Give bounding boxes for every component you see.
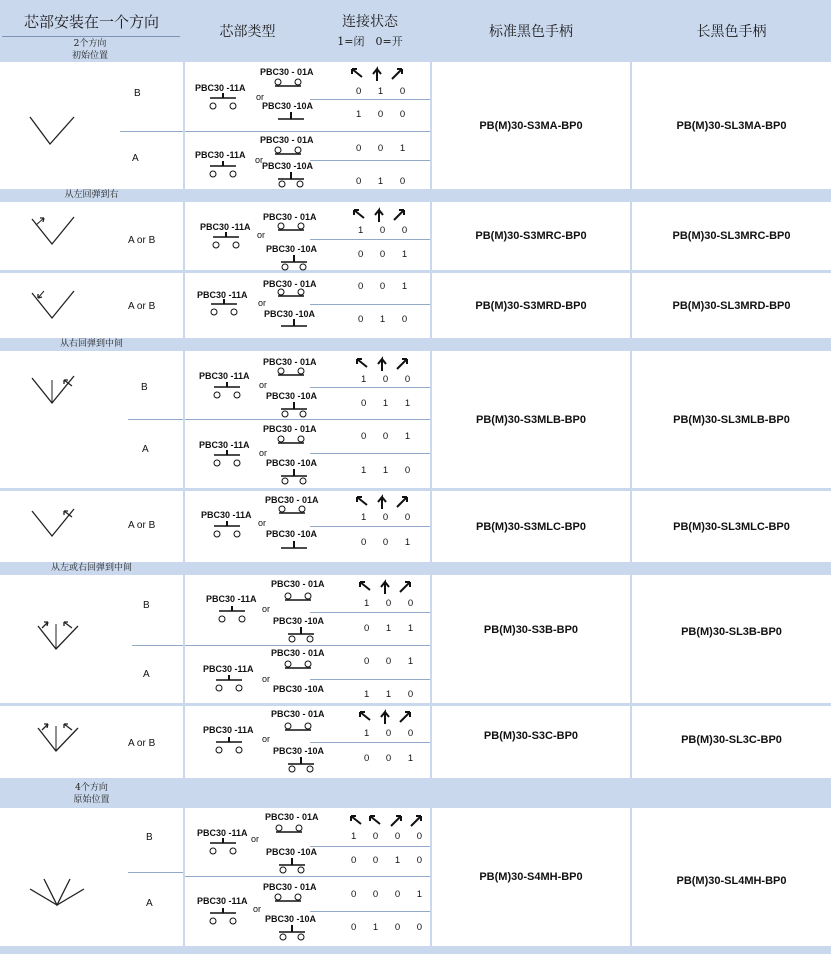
contact-symbol-icon [279,319,309,335]
contact-symbol-icon [208,93,238,111]
or-label: or [258,298,267,308]
direction-arrows-icon [355,357,415,373]
core-type-01a: PBC30 - 01A [271,579,325,589]
state-values: 0 0 1 [361,431,418,442]
core-type-11a: PBC30 -11A [206,594,257,604]
label-a: A [142,444,149,455]
state-values: 0 0 1 [358,249,415,260]
core-divider [310,99,430,100]
contact-symbol-icon [276,172,306,188]
core-type-01a: PBC30 - 01A [263,357,317,367]
label-aorb: A or B [128,738,156,749]
section-left-or-right-to-center: 从左或右回弹到中间 [50,563,132,573]
contact-symbol-icon [208,908,238,926]
contact-symbol-icon [279,255,309,271]
or-label: or [259,448,268,458]
contact-symbol-icon [273,146,303,158]
state-values: 1 0 0 [356,109,413,120]
core-type-10a: PBC30 -10A [266,529,318,539]
core-type-01a: PBC30 - 01A [263,424,317,434]
core-divider [185,131,430,132]
state-values: 0 0 1 [364,753,421,764]
core-type-11a: PBC30 -11A [195,150,246,160]
contact-symbol-icon [286,757,316,775]
model-long: PB(M)30-SL3B-BP0 [681,625,782,638]
contact-symbol-icon [212,382,242,400]
or-label: or [262,604,271,614]
label-aorb: A or B [128,301,156,312]
header-divider [2,36,180,37]
core-type-10a: PBC30 -10A [265,914,317,924]
contact-symbol-icon [283,592,313,604]
state-values: 0 1 0 [356,176,413,187]
core-type-11a: PBC30 -11A [201,510,252,520]
label-a: A [146,898,153,909]
direction-arrows-icon [350,67,410,83]
model-long: PB(M)30-SL3MRC-BP0 [672,230,791,242]
state-values: 1 0 0 0 [351,831,430,842]
position-four-dir-icon [28,875,86,911]
core-divider [185,645,430,646]
core-type-10a: PBC30 -10A [264,309,316,319]
contact-symbol-icon [214,737,244,755]
core-type-11a: PBC30 -11A [203,725,254,735]
core-type-01a: PBC30 - 01A [263,212,317,222]
contact-symbol-icon [276,288,306,300]
section-four-directions: 4个方向 [75,783,108,793]
state-values: 0 0 1 [358,281,415,292]
direction-arrows-icon [352,208,412,224]
label-b: B [146,832,153,843]
state-values: 1 1 0 [364,689,421,700]
contact-symbol-icon [212,450,242,468]
core-type-10a: PBC30 -10A [266,847,318,857]
contact-symbol-icon [276,222,306,234]
label-b: B [143,600,150,611]
or-label: or [259,380,268,390]
core-type-11a: PBC30 -11A [197,290,248,300]
header-long-handle: 长黑色手柄 [696,24,767,40]
model-standard: PB(M)30-S3B-BP0 [483,624,579,636]
label-aorb: A or B [128,235,156,246]
contact-symbol-icon [214,675,244,693]
or-label: or [253,904,262,914]
state-values: 1 0 0 [358,225,415,236]
or-label: or [256,92,265,102]
label-aorb: A or B [128,520,156,531]
model-standard: PB(M)30-S3MLC-BP0 [475,520,586,533]
core-type-11a: PBC30 -11A [203,664,254,674]
model-standard: PB(M)30-S3MRD-BP0 [475,299,587,312]
core-divider [310,453,430,454]
state-values: 1 1 0 [361,465,418,476]
contact-symbol-icon [217,606,247,624]
core-divider [310,160,430,161]
contact-symbol-icon [208,838,238,856]
core-divider [310,911,430,912]
ab-divider [120,131,183,132]
section-right-to-center: 从右回弹到中间 [59,339,123,349]
header-install-direction: 芯部安装在一个方向 [23,12,159,31]
label-a: A [143,669,150,680]
contact-symbol-icon [277,925,307,943]
ab-divider [128,419,183,420]
core-type-01a: PBC30 - 01A [260,135,314,145]
contact-symbol-icon [279,541,309,557]
model-standard: PB(M)30-S3MA-BP0 [479,120,583,132]
contact-symbol-icon [283,722,313,734]
state-values: 0 1 0 [356,86,413,97]
state-values: 0 1 1 [361,398,418,409]
contact-symbol-icon [209,299,239,317]
core-type-10a: PBC30 -10A [266,244,318,254]
position-left-or-right-icon [34,720,82,756]
model-long: PB(M)30-SL3MLB-BP0 [673,413,790,426]
contact-symbol-icon [276,367,306,379]
header-connection-state: 连接状态 [342,14,398,30]
contact-symbol-icon [276,112,306,130]
contact-symbol-icon [274,824,304,836]
model-long: PB(M)30-SL3MLC-BP0 [673,520,790,533]
model-standard: PB(M)30-S3C-BP0 [483,730,579,742]
position-two-dir-icon [28,113,76,149]
direction-arrows-icon [349,814,425,830]
label-b: B [141,382,148,393]
core-divider [310,526,430,527]
contact-symbol-icon [277,858,307,876]
model-standard: PB(M)30-S4MH-BP0 [479,871,583,883]
position-left-or-right-icon [34,618,82,654]
column-divider [183,0,185,954]
state-values: 0 0 1 [364,656,421,667]
contact-symbol-icon [279,469,309,485]
label-a: A [132,153,139,164]
core-type-11a: PBC30 -11A [195,83,246,93]
model-long: PB(M)30-SL3MRD-BP0 [672,299,791,312]
core-type-10a: PBC30 -10A [262,101,314,111]
core-divider [310,679,430,680]
position-right-to-center-icon [30,505,78,541]
core-type-01a: PBC30 - 01A [271,648,325,658]
core-divider [310,304,430,305]
contact-symbol-icon [286,627,316,643]
core-divider [310,742,430,743]
state-values: 0 0 1 [356,143,413,154]
core-divider [310,612,430,613]
core-type-01a: PBC30 - 01A [271,709,325,719]
contact-symbol-icon [211,232,241,250]
core-type-10a: PBC30 -10A [266,458,318,468]
core-type-01a: PBC30 - 01A [263,279,317,289]
state-values: 1 0 0 [364,728,421,739]
or-label: or [258,518,267,528]
contact-symbol-icon [212,521,242,539]
core-type-11a: PBC30 -11A [197,896,248,906]
core-type-10a: PBC30 -10A [273,616,325,626]
contact-symbol-icon [283,660,313,672]
contact-symbol-icon [276,435,306,447]
model-standard: PB(M)30-S3MLB-BP0 [475,413,586,426]
or-label: or [262,734,271,744]
core-type-11a: PBC30 -11A [199,371,250,381]
core-type-11a: PBC30 -11A [200,222,251,232]
core-divider [310,387,430,388]
state-values: 0 0 1 0 [351,855,430,866]
state-values: 1 0 0 [361,512,418,523]
direction-arrows-icon [358,580,418,596]
core-type-10a: PBC30 -10A [266,391,318,401]
position-right-to-center-icon [30,372,78,408]
contact-symbol-icon [279,402,309,418]
core-divider [310,239,430,240]
ab-divider [128,872,183,873]
state-values: 1 0 0 [364,598,421,609]
core-type-10a: PBC30 -10A [273,746,325,756]
header-standard-handle: 标准黑色手柄 [489,24,573,40]
section-two-directions: 2个方向 [73,39,107,49]
state-values: 0 0 1 [361,537,418,548]
model-long: PB(M)30-SL4MH-BP0 [676,875,787,887]
state-values: 0 1 1 [364,623,421,634]
position-left-to-right-icon [30,287,76,323]
contact-symbol-icon [277,505,307,517]
direction-arrows-icon [355,495,415,511]
core-type-01a: PBC30 - 01A [263,882,317,892]
label-b: B [134,88,141,99]
or-label: or [251,834,260,844]
position-left-to-right-icon [30,213,76,249]
state-values: 0 0 0 1 [351,889,430,900]
model-standard: PB(M)30-S3MRC-BP0 [475,230,587,242]
state-values: 0 1 0 0 [351,922,430,933]
direction-arrows-icon [358,710,418,726]
core-type-11a: PBC30 -11A [199,440,250,450]
contact-symbol-icon [273,893,303,905]
state-values: 1 0 0 [361,374,418,385]
model-long: PB(M)30-SL3C-BP0 [681,734,782,746]
header-core-type: 芯部类型 [219,24,276,40]
or-label: or [262,674,271,684]
contact-symbol-icon [273,78,303,90]
core-divider [185,876,430,877]
or-label: or [255,155,264,165]
contact-symbol-icon [208,161,238,179]
section-initial-position: 初始位置 [71,51,108,61]
core-type-01a: PBC30 - 01A [265,812,319,822]
core-type-11a: PBC30 -11A [197,828,248,838]
header-state-legend: 1=闭 0=开 [337,35,403,48]
core-divider [310,846,430,847]
ab-divider [132,645,183,646]
or-label: or [257,230,266,240]
core-type-01a: PBC30 - 01A [265,495,319,505]
section-left-to-right: 从左回弹到右 [64,190,119,200]
model-long: PB(M)30-SL3MA-BP0 [676,120,787,132]
core-type-10a: PBC30 -10A [273,684,325,694]
core-type-01a: PBC30 - 01A [260,67,314,77]
state-values: 0 1 0 [358,314,415,325]
section-original-position: 原始位置 [73,795,110,805]
core-divider [185,419,430,420]
core-type-10a: PBC30 -10A [262,161,314,171]
